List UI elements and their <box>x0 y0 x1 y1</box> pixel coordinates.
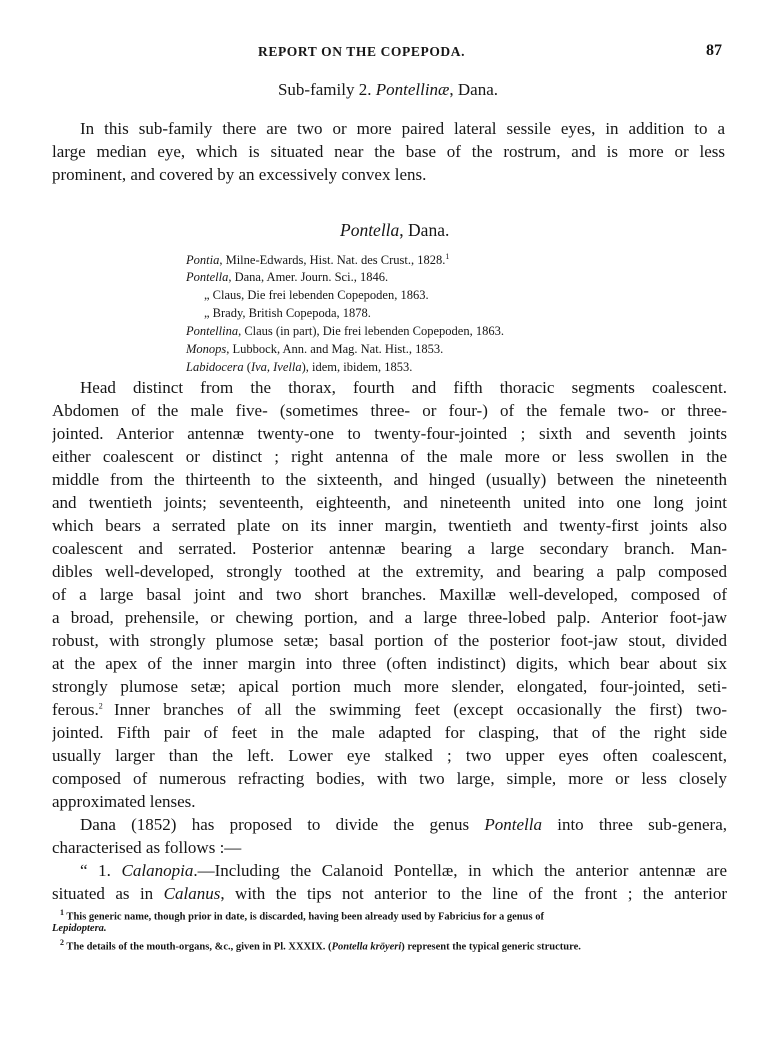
synonym-line <box>186 360 412 375</box>
synonym-name: Pontia <box>186 253 220 268</box>
synonym-ref: ), idem, ibidem, 1853. <box>301 360 413 374</box>
description-line: middle from the thirteenth to the sixteenth, and hinged (usually) between the nineteenth <box>52 470 727 489</box>
footnote-1-continued <box>52 923 107 934</box>
synonym-line <box>186 342 443 357</box>
synonym-ref: , Claus (in part), Die frei lebenden Copepoden, 1863. <box>238 324 504 338</box>
dana-line: characterised as follows :— <box>52 838 242 857</box>
synonym-name: Labidocera <box>186 360 244 374</box>
description-line: composed of numerous refracting bodies, with two large, simple, more or less closely <box>52 769 727 788</box>
footnote-text: ) represent the typical generic structure. <box>401 941 581 953</box>
synonym-line: „ Brady, British Copepoda, 1878. <box>204 306 371 320</box>
footnote-1 <box>60 908 544 923</box>
dana-text: “ 1. <box>80 861 122 880</box>
genus-author: , Dana. <box>399 220 450 240</box>
footnote-text: The details of the mouth-organs, &c., given in Pl. XXXIX. ( <box>64 941 332 953</box>
description-line: at the apex of the inner margin into three (often indistinct) digits, which bear about six <box>52 654 727 673</box>
description-line: dibles well-developed, strongly toothed at the extremity, and bearing a palp composed <box>52 562 727 581</box>
synonym-name: Pontella <box>186 270 229 284</box>
description-line <box>52 700 103 720</box>
footnote-marker: 1 <box>60 908 64 917</box>
footnote-marker: 2 <box>98 701 103 711</box>
subfamily-author: , Dana. <box>449 80 499 99</box>
synonym-ref: , Dana, Amer. Journ. Sci., 1846. <box>228 270 389 284</box>
description-line: usually larger than the left. Lower eye stalked ; two upper eyes often coalescent, <box>52 746 727 765</box>
description-line: Head distinct from the thorax, fourth and fifth thoracic segments coalescent. <box>80 378 727 397</box>
description-text: ferous. <box>52 700 99 719</box>
dana-line <box>80 861 727 881</box>
description-line: which bears a serrated plate on its inner margin, twentieth and twenty-first joints also <box>52 516 727 535</box>
synonym-line <box>186 252 449 268</box>
genus-name: Pontella <box>484 815 542 834</box>
running-title: REPORT ON THE COPEPODA. <box>258 44 466 59</box>
dana-line <box>80 815 727 835</box>
description-line: a broad, prehensile, or chewing portion, and a large three-lobed palp. Anterior foot-jaw <box>52 608 727 627</box>
subfamily-heading <box>0 80 776 100</box>
subfamily-prefix: Sub-family 2. <box>277 80 376 99</box>
dana-text: Dana (1852) has proposed to divide the genus <box>80 815 485 834</box>
description-line: jointed. Fifth pair of feet in the male adapted for clasping, that of the right side <box>52 723 727 742</box>
dana-text: , with the tips not anterior to the line of the front ; the anterior <box>220 884 727 903</box>
footnote-text: This generic name, though prior in date, is discarded, having been already used by Fabricius for a genus of <box>64 911 544 923</box>
synonym-name: Iva, Ivella <box>250 360 302 374</box>
page-number: 87 <box>706 42 722 59</box>
description-line: of a large basal joint and two short branches. Maxillæ well-developed, composed of <box>52 585 727 604</box>
synonym-name: Monops <box>186 342 227 356</box>
genus-name: Pontella <box>340 220 400 240</box>
synonym-line: „ Claus, Die frei lebenden Copepoden, 1863. <box>204 288 429 302</box>
subgenus-name: Calanopia <box>121 861 194 880</box>
description-line: strongly plumose setæ; apical portion much more slender, elongated, four-jointed, seti- <box>52 677 727 696</box>
description-line: robust, with strongly plumose setæ; basal portion of the posterior foot-jaw stout, divided <box>52 631 727 650</box>
description-line: approximated lenses. <box>52 792 196 811</box>
description-line: coalescent and serrated. Posterior antennæ bearing a large secondary branch. Man- <box>52 539 727 558</box>
intro-line: large median eye, which is situated near the base of the rostrum, and is more or less <box>52 142 725 161</box>
synonym-name: Pontellina <box>186 324 239 338</box>
footnote-text: Lepidoptera. <box>52 923 107 934</box>
description-line: Abdomen of the male five- (sometimes three- or four-) of the female two- or three- <box>52 401 727 420</box>
dana-text: situated as in <box>52 884 164 903</box>
dana-text: into three sub-genera, <box>541 815 727 834</box>
footnote-marker: 1 <box>445 252 450 261</box>
description-line: either coalescent or distinct ; right antenna of the male more or less swollen in the <box>52 447 727 466</box>
description-line: jointed. Anterior antennæ twenty-one to twenty-four-jointed ; sixth and seventh joints <box>52 424 727 443</box>
subfamily-name: Pontellinæ <box>375 80 450 99</box>
genus-heading <box>340 220 449 241</box>
synonym-line <box>186 270 388 285</box>
genus-name: Calanus <box>163 884 221 903</box>
synonym-ref: , Milne-Edwards, Hist. Nat. des Crust., 1828. <box>219 253 446 268</box>
footnote-2 <box>60 938 581 953</box>
synonym-line <box>186 324 504 339</box>
footnote-marker: 2 <box>60 938 64 947</box>
species-name: Pontella kröyeri <box>331 941 402 953</box>
synonym-ref: ( <box>243 360 251 374</box>
dana-line <box>52 884 727 904</box>
description-line: Inner branches of all the swimming feet (except occasionally the first) two- <box>114 700 727 719</box>
synonym-ref: , Lubbock, Ann. and Mag. Nat. Hist., 1853. <box>226 342 444 356</box>
dana-text: .—Including the Calanoid Pontellæ, in which the anterior antennæ are <box>193 861 727 880</box>
description-line: and twentieth joints; seventeenth, eighteenth, and nineteenth united into one long joint <box>52 493 727 512</box>
intro-line: prominent, and covered by an excessively convex lens. <box>52 165 427 184</box>
intro-line: In this sub-family there are two or more paired lateral sessile eyes, in addition to a <box>80 119 725 138</box>
